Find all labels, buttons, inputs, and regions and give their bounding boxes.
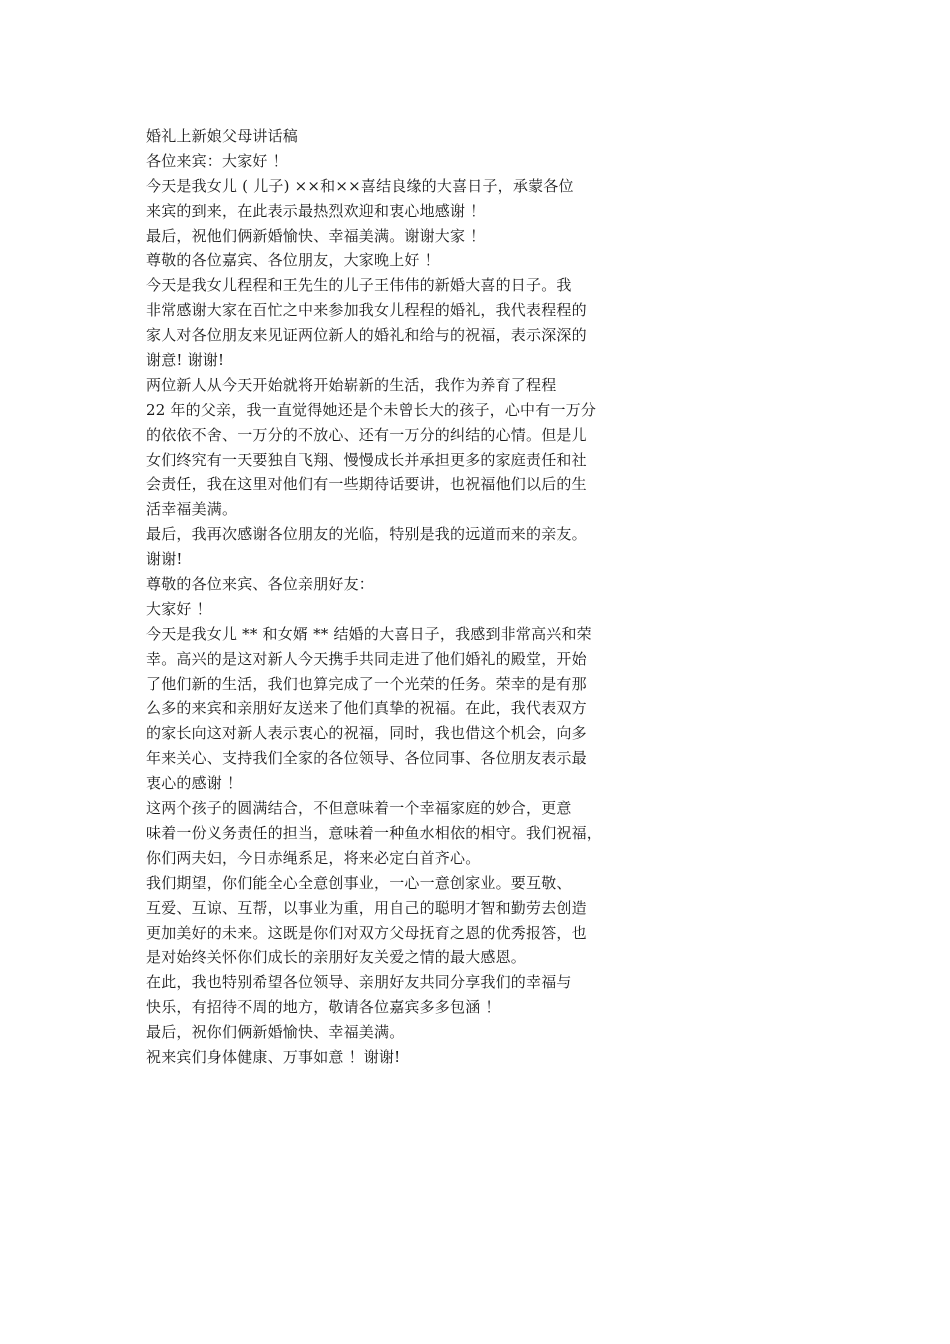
text-line: 今天是我女儿程程和王先生的儿子王伟伟的新婚大喜的日子。我	[146, 276, 572, 295]
text-line: 更加美好的未来。这既是你们对双方父母抚育之恩的优秀报答，也	[146, 923, 587, 942]
text-line: 今天是我女儿 ( 儿子) ××和××喜结良缘的大喜日子，承蒙各位	[146, 176, 574, 195]
text-line: 家人对各位朋友来见证两位新人的婚礼和给与的祝福，表示深深的	[146, 326, 587, 345]
text-line: 么多的来宾和亲朋好友送来了他们真挚的祝福。在此，我代表双方	[146, 699, 587, 718]
text-line: 最后，祝你们俩新婚愉快、幸福美满。	[146, 1023, 405, 1042]
text-line: 两位新人从今天开始就将开始崭新的生活，我作为养育了程程	[146, 375, 557, 394]
text-line: 互爱、互谅、互帮，以事业为重，用自己的聪明才智和勤劳去创造	[146, 898, 587, 917]
text-line: 22 年的父亲，我一直觉得她还是个未曾长大的孩子，心中有一万分	[146, 400, 597, 419]
text-line: 女们终究有一天要独自飞翔、慢慢成长并承担更多的家庭责任和社	[146, 450, 587, 469]
text-line: 谢意! 谢谢!	[146, 351, 225, 370]
text-line: 的家长向这对新人表示衷心的祝福，同时，我也借这个机会，向多	[146, 724, 587, 743]
text-line: 你们两夫妇，今日赤绳系足，将来必定白首齐心。	[146, 848, 481, 867]
text-line: 衷心的感谢 ！	[146, 774, 243, 793]
text-line: 各位来宾：大家好 ！	[146, 151, 288, 170]
text-line: 是对始终关怀你们成长的亲朋好友关爱之情的最大感恩。	[146, 948, 527, 967]
text-line: 今天是我女儿 ** 和女婿 ** 结婚的大喜日子，我感到非常高兴和荣	[146, 624, 592, 643]
text-line: 谢谢!	[146, 550, 183, 569]
text-line: 幸。高兴的是这对新人今天携手共同走进了他们婚礼的殿堂，开始	[146, 649, 587, 668]
text-line: 在此，我也特别希望各位领导、亲朋好友共同分享我们的幸福与	[146, 973, 572, 992]
document-title: 婚礼上新娘父母讲话稿	[146, 127, 299, 145]
text-line: 我们期望，你们能全心全意创事业，一心一意创家业。要互敬、	[146, 873, 572, 892]
text-line: 这两个孩子的圆满结合，不但意味着一个幸福家庭的妙合，更意	[146, 799, 572, 818]
text-line: 最后，祝他们俩新婚愉快、幸福美满。谢谢大家 ！	[146, 226, 486, 245]
text-line: 祝来宾们身体健康、万事如意 ！谢谢!	[146, 1047, 401, 1066]
text-line: 的依依不舍、一万分的不放心、还有一万分的纠结的心情。但是儿	[146, 425, 587, 444]
text-line: 尊敬的各位嘉宾、各位朋友，大家晚上好 ！	[146, 251, 440, 270]
text-line: 活幸福美满。	[146, 500, 238, 519]
speech-text-body	[146, 124, 646, 1070]
text-line: 大家好 ！	[146, 599, 212, 618]
text-line: 会责任，我在这里对他们有一些期待话要讲，也祝福他们以后的生	[146, 475, 587, 494]
text-line: 最后，我再次感谢各位朋友的光临，特别是我的远道而来的亲友。	[146, 525, 587, 544]
text-line: 年来关心、支持我们全家的各位领导、各位同事、各位朋友表示最	[146, 749, 587, 768]
text-line: 了他们新的生活，我们也算完成了一个光荣的任务。荣幸的是有那	[146, 674, 587, 693]
text-line: 尊敬的各位来宾、各位亲朋好友：	[146, 575, 375, 594]
text-line: 味着一份义务责任的担当，意味着一种鱼水相依的相守。我们祝福，	[146, 823, 603, 842]
text-line: 来宾的到来，在此表示最热烈欢迎和衷心地感谢 ！	[146, 201, 486, 220]
text-line: 非常感谢大家在百忙之中来参加我女儿程程的婚礼，我代表程程的	[146, 301, 587, 320]
text-line: 快乐，有招待不周的地方，敬请各位嘉宾多多包涵 ！	[146, 998, 501, 1017]
